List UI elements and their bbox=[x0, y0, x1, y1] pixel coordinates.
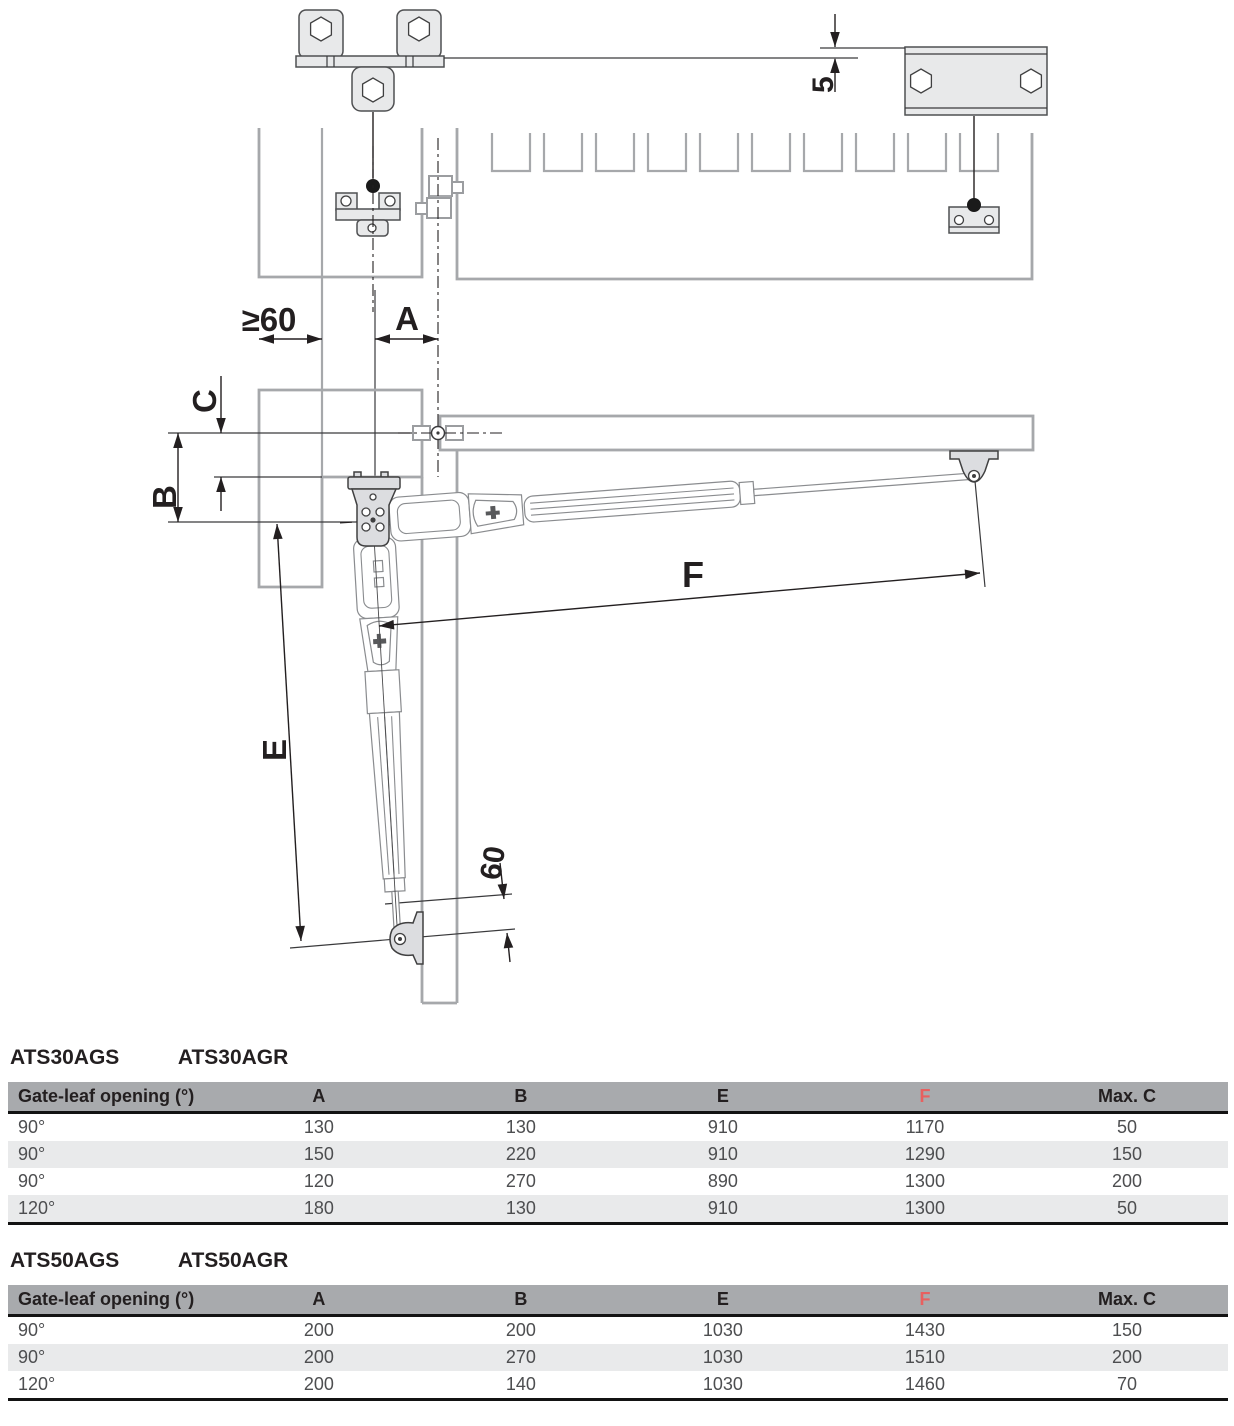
dimension-value-cell: 270 bbox=[505, 1171, 536, 1191]
dimension-value-cell: 140 bbox=[505, 1374, 536, 1394]
model-title: ATS50AGS bbox=[10, 1249, 120, 1272]
dimension-value-cell: 130 bbox=[303, 1117, 334, 1137]
dim-label-min-spacing: ≥60 bbox=[241, 301, 297, 338]
dim-label-a: A bbox=[395, 300, 419, 337]
gate-leaf-opening-cell: 90° bbox=[18, 1320, 46, 1340]
column-header: B bbox=[420, 1082, 622, 1113]
column-header: E bbox=[622, 1285, 824, 1316]
dimension-value-cell: 200 bbox=[505, 1320, 536, 1340]
gate-open-leaf bbox=[440, 416, 1033, 450]
dimension-value-cell: 130 bbox=[505, 1198, 536, 1218]
hinge-axis-marker bbox=[168, 426, 502, 440]
table-row bbox=[8, 1168, 1228, 1195]
front-bracket-leader-dot bbox=[967, 198, 981, 212]
dimension-value-cell: 50 bbox=[1116, 1117, 1137, 1137]
dimension-value-cell: 910 bbox=[707, 1198, 738, 1218]
dimensions-table-ats30 bbox=[8, 1082, 1228, 1225]
dimension-value-cell: 200 bbox=[1111, 1171, 1142, 1191]
gate-leaf-opening-cell: 90° bbox=[18, 1117, 46, 1137]
table-row bbox=[8, 1371, 1228, 1400]
column-header: F bbox=[824, 1285, 1026, 1316]
dim-label-b: B bbox=[146, 485, 183, 509]
column-header: E bbox=[622, 1082, 824, 1113]
dim-label-60: 60 bbox=[474, 843, 513, 883]
model-title: ATS30AGR bbox=[177, 1046, 289, 1069]
dimension-value-cell: 150 bbox=[303, 1144, 334, 1164]
dimension-value-cell: 1030 bbox=[702, 1347, 743, 1367]
gate-leaf-opening-cell: 120° bbox=[18, 1198, 56, 1218]
gate-pickets bbox=[492, 133, 998, 171]
column-header: A bbox=[218, 1285, 420, 1316]
dimension-value-cell: 150 bbox=[1111, 1320, 1142, 1340]
gate-face-reference bbox=[385, 894, 512, 904]
table-row bbox=[8, 1141, 1228, 1168]
model-section-ats50 bbox=[8, 1249, 1228, 1401]
dimension-value-cell: 890 bbox=[707, 1171, 738, 1191]
dimension-value-cell: 150 bbox=[1111, 1144, 1142, 1164]
dimensions-table-ats50 bbox=[8, 1285, 1228, 1401]
dimension-tables bbox=[8, 1042, 1228, 1401]
rear-bracket-on-pillar bbox=[336, 193, 400, 236]
dimension-value-cell: 180 bbox=[303, 1198, 334, 1218]
table-row bbox=[8, 1344, 1228, 1371]
dim-label-5: 5 bbox=[807, 76, 840, 93]
dim-label-f: F bbox=[682, 554, 704, 595]
gate-plan-view bbox=[259, 10, 1047, 477]
dimension-value-cell: 120 bbox=[303, 1171, 334, 1191]
dimension-value-cell: 910 bbox=[707, 1144, 738, 1164]
dimension-value-cell: 130 bbox=[505, 1117, 536, 1137]
column-header: A bbox=[218, 1082, 420, 1113]
column-header: Max. C bbox=[1026, 1082, 1228, 1113]
dimension-value-cell: 1460 bbox=[904, 1374, 945, 1394]
open-pivot-extension bbox=[975, 481, 985, 587]
actuator-open bbox=[373, 454, 974, 543]
model-title: ATS50AGR bbox=[177, 1249, 289, 1272]
dimension-value-cell: 1030 bbox=[702, 1320, 743, 1340]
model-titles bbox=[10, 1249, 1228, 1273]
dimension-value-cell: 1510 bbox=[904, 1347, 945, 1367]
actuator-closed bbox=[352, 520, 419, 940]
front-bracket-plan bbox=[905, 47, 1047, 115]
model-section-ats30 bbox=[8, 1046, 1228, 1225]
column-header: F bbox=[824, 1082, 1026, 1113]
dimension-value-cell: 1430 bbox=[904, 1320, 945, 1340]
rear-bracket-plan bbox=[296, 10, 444, 111]
column-header: Gate-leaf opening (°) bbox=[8, 1285, 218, 1316]
dimension-value-cell: 910 bbox=[707, 1117, 738, 1137]
gate-leaf-opening-cell: 90° bbox=[18, 1347, 46, 1367]
dimension-value-cell: 200 bbox=[303, 1374, 334, 1394]
dimension-value-cell: 200 bbox=[303, 1347, 334, 1367]
table-row bbox=[8, 1195, 1228, 1224]
dimension-value-cell: 220 bbox=[505, 1144, 536, 1164]
gate-leaf-opening-cell: 120° bbox=[18, 1374, 56, 1394]
dimension-value-cell: 270 bbox=[505, 1347, 536, 1367]
dimension-value-cell: 200 bbox=[1111, 1347, 1142, 1367]
gate-leaf-opening-cell: 90° bbox=[18, 1144, 46, 1164]
dim-label-c: C bbox=[186, 389, 223, 413]
column-header: B bbox=[420, 1285, 622, 1316]
dim-label-e: E bbox=[256, 738, 293, 761]
column-header: Gate-leaf opening (°) bbox=[8, 1082, 218, 1113]
dimension-value-cell: 200 bbox=[303, 1320, 334, 1340]
dimension-value-cell: 70 bbox=[1116, 1374, 1137, 1394]
gate-leaf-opening-cell: 90° bbox=[18, 1171, 46, 1191]
table-row bbox=[8, 1113, 1228, 1142]
model-titles bbox=[10, 1046, 1228, 1070]
dimension-value-cell: 1170 bbox=[905, 1117, 945, 1137]
dimension-value-cell: 1300 bbox=[904, 1198, 945, 1218]
dimension-value-cell: 1290 bbox=[904, 1144, 945, 1164]
dimension-value-cell: 50 bbox=[1116, 1198, 1137, 1218]
table-row bbox=[8, 1316, 1228, 1345]
dimension-value-cell: 1300 bbox=[904, 1171, 945, 1191]
model-title: ATS30AGS bbox=[10, 1046, 120, 1069]
column-header: Max. C bbox=[1026, 1285, 1228, 1316]
dimension-value-cell: 1030 bbox=[702, 1374, 743, 1394]
